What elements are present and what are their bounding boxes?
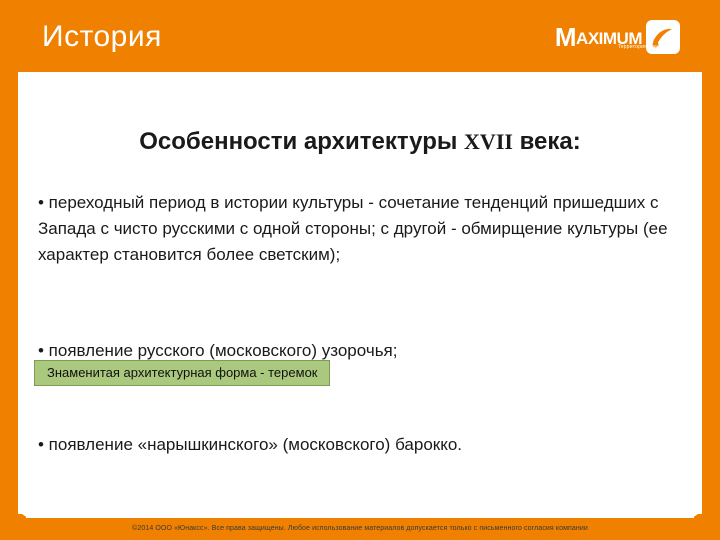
corner-top-right bbox=[694, 0, 720, 26]
bullet-item-2: • появление русского (московского) узорочья; bbox=[38, 341, 398, 360]
subtitle-part-1: Особенности архитектуры bbox=[139, 128, 465, 155]
frame-left bbox=[0, 0, 18, 540]
copyright-footer: ©2014 ООО «Юнаксс». Все права защищены. Любое использование материалов допускается только с письменного согласия компании bbox=[132, 525, 588, 532]
bullet-item-3: • появление «нарышкинского» (московского) барокко. bbox=[38, 435, 463, 454]
logo-tagline: Территория знаний bbox=[617, 44, 666, 50]
logo-letters-rest: AXIMUM bbox=[576, 28, 642, 48]
logo-letter-m: M bbox=[554, 21, 577, 52]
page-title: История bbox=[42, 20, 162, 53]
bullet-item-1: • переходный период в истории культуры - сочетание тенденций пришедших с Запада с чисто русскими с одной стороны; с другой - обмирщение культуры (ее характер становится более светским); bbox=[38, 193, 668, 264]
slide-content bbox=[18, 72, 702, 518]
subtitle-roman-numeral: XVII bbox=[464, 129, 513, 154]
brand-logo bbox=[555, 18, 680, 56]
subtitle-part-2: века: bbox=[512, 128, 581, 155]
callout-label: Знаменитая архитектурная форма - теремок bbox=[34, 360, 330, 386]
corner-top-left bbox=[0, 0, 26, 26]
slide-subtitle bbox=[18, 128, 702, 156]
frame-right bbox=[702, 0, 720, 540]
